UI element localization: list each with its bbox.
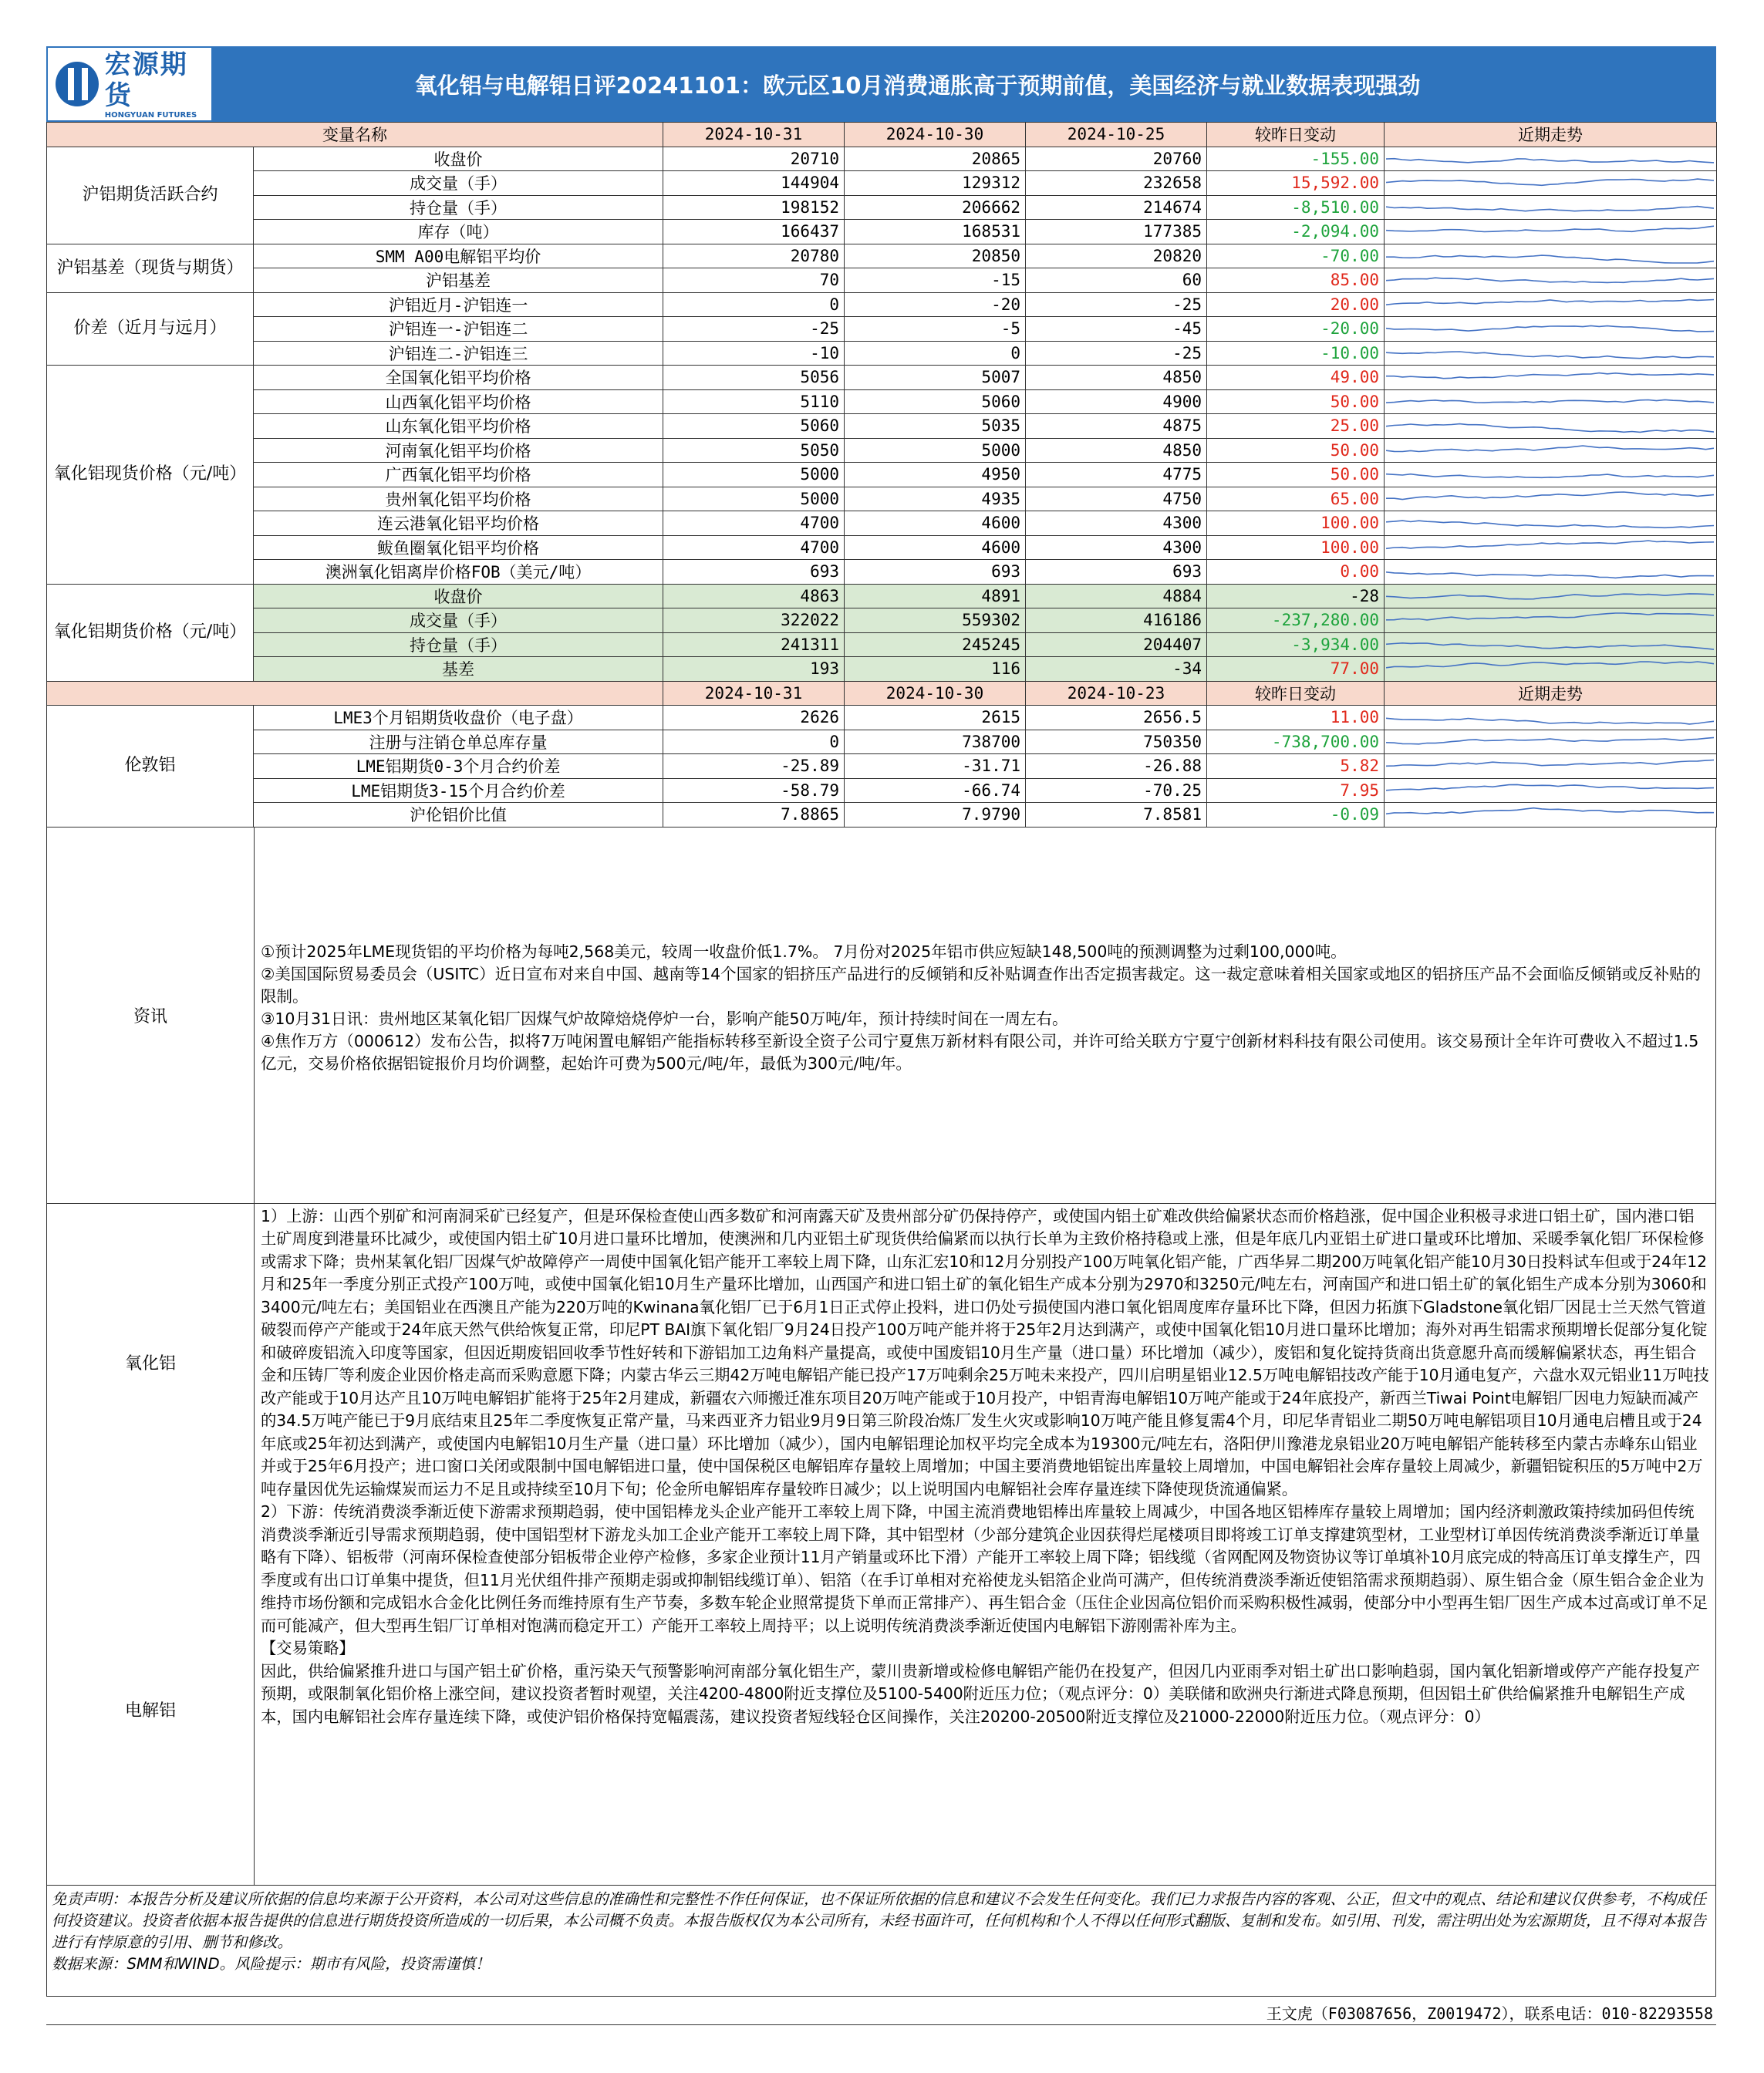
- change-cell: 7.95: [1207, 778, 1385, 803]
- table-row: [47, 487, 1717, 511]
- change-cell: 0.00: [1207, 560, 1385, 585]
- value-cell: 5060: [845, 389, 1026, 414]
- change-cell: -3,934.00: [1207, 632, 1385, 657]
- value-cell: 4300: [1026, 535, 1207, 560]
- table-row: [47, 195, 1717, 220]
- value-cell: -15: [845, 268, 1026, 293]
- value-cell: 4700: [663, 535, 845, 560]
- value-cell: 0: [663, 292, 845, 317]
- table-row: [47, 560, 1717, 585]
- table-row: [47, 511, 1717, 536]
- value-cell: 4950: [845, 463, 1026, 487]
- table-row: [47, 268, 1717, 293]
- table-row: [47, 463, 1717, 487]
- value-cell: 693: [1026, 560, 1207, 585]
- column-header: 近期走势: [1385, 123, 1717, 147]
- trend-sparkline: [1385, 463, 1717, 487]
- change-cell: -10.00: [1207, 341, 1385, 366]
- news-label: 资讯: [47, 828, 255, 1203]
- column-header: 近期走势: [1385, 681, 1717, 706]
- table-row: [47, 414, 1717, 439]
- trend-sparkline: [1385, 730, 1717, 754]
- trend-sparkline: [1385, 195, 1717, 220]
- table-row: [47, 244, 1717, 268]
- table-row: [47, 438, 1717, 463]
- analyst-contact: 王文虎（F03087656，Z0019472），联系电话：010-82293558: [46, 1997, 1716, 2025]
- trend-sparkline: [1385, 171, 1717, 196]
- disclaimer-text: 免责声明：本报告分析及建议所依据的信息均来源于公开资料，本公司对这些信息的准确性和完整性不作任何保证，也不保证所依据的信息和建议不会发生任何变化。我们已力求报告内容的客观、公正，但文中的观点、结论和建议仅供参考，不构成任何投资建议。投资者依据本报告提供的信息进行期货投资所造成的一切后果，本公司概不负责。本报告版权仅为本公司所有，未经书面许可，任何机构和个人不得以任何形式翻版、复制和发布。如引用、刊发，需注明出处为宏源期货，且不得对本报告进行有悖原意的引用、删节和修改。: [52, 1889, 1707, 1951]
- variable-name: 注册与注销仓单总库存量: [254, 730, 663, 754]
- change-cell: 50.00: [1207, 389, 1385, 414]
- news-item: ④焦作万方（000612）发布公告，拟将7万吨闲置电解铝产能指标转移至新设全资子公司宁夏焦万新材料有限公司，并许可给关联方宁夏宁创新材料科技有限公司使用。该交易预计全年许可费收入不超过1.5亿元，交易价格依据铝锭报价月均价调整，起始许可费为500元/吨/年，最低为300元/吨/年。: [261, 1031, 1699, 1073]
- value-cell: 20710: [663, 147, 845, 171]
- variable-name: LME铝期货0-3个月合约价差: [254, 754, 663, 779]
- trend-sparkline: [1385, 608, 1717, 633]
- value-cell: 166437: [663, 220, 845, 244]
- variable-name: 成交量（手）: [254, 171, 663, 196]
- value-cell: 4775: [1026, 463, 1207, 487]
- value-cell: -10: [663, 341, 845, 366]
- value-cell: -58.79: [663, 778, 845, 803]
- value-cell: -34: [1026, 657, 1207, 682]
- category-label: 沪铝期货活跃合约: [47, 147, 254, 244]
- change-cell: -2,094.00: [1207, 220, 1385, 244]
- table-row: [47, 803, 1717, 828]
- trend-sparkline: [1385, 220, 1717, 244]
- table-header-row: [47, 123, 1717, 147]
- news-item: ①预计2025年LME现货铝的平均价格为每吨2,568美元，较周一收盘价低1.7%。 7月份对2025年铝市供应短缺148,500吨的预测调整为过剩100,000吨。: [261, 942, 1347, 961]
- market-data-table: [46, 122, 1717, 828]
- column-header: 2024-10-30: [845, 681, 1026, 706]
- trend-sparkline: [1385, 803, 1717, 828]
- change-cell: -8,510.00: [1207, 195, 1385, 220]
- column-header: 变量名称: [47, 123, 663, 147]
- analysis-section: [46, 1204, 1716, 1886]
- value-cell: 204407: [1026, 632, 1207, 657]
- trend-sparkline: [1385, 317, 1717, 342]
- variable-name: 沪铝近月-沪铝连一: [254, 292, 663, 317]
- value-cell: 322022: [663, 608, 845, 633]
- table-row: [47, 341, 1717, 366]
- category-label: 伦敦铝: [47, 706, 254, 828]
- value-cell: 116: [845, 657, 1026, 682]
- value-cell: 2615: [845, 706, 1026, 730]
- table-row: [47, 730, 1717, 754]
- value-cell: -70.25: [1026, 778, 1207, 803]
- news-item: ③10月31日讯：贵州地区某氧化铝厂因煤气炉故障焙烧停炉一台，影响产能50万吨/年，预计持续时间在一周左右。: [261, 1009, 1068, 1028]
- value-cell: 193: [663, 657, 845, 682]
- change-cell: 25.00: [1207, 414, 1385, 439]
- value-cell: 206662: [845, 195, 1026, 220]
- company-logo: [48, 48, 211, 120]
- table-row: [47, 220, 1717, 244]
- trend-sparkline: [1385, 560, 1717, 585]
- variable-name: 沪铝连一-沪铝连二: [254, 317, 663, 342]
- variable-name: 持仓量（手）: [254, 632, 663, 657]
- value-cell: 2626: [663, 706, 845, 730]
- table-row: [47, 317, 1717, 342]
- trend-sparkline: [1385, 147, 1717, 171]
- trend-sparkline: [1385, 584, 1717, 608]
- value-cell: 559302: [845, 608, 1026, 633]
- value-cell: 70: [663, 268, 845, 293]
- variable-name: 澳洲氧化铝离岸价格FOB（美元/吨）: [254, 560, 663, 585]
- change-cell: 11.00: [1207, 706, 1385, 730]
- value-cell: -25: [1026, 341, 1207, 366]
- value-cell: 0: [845, 341, 1026, 366]
- trend-sparkline: [1385, 706, 1717, 730]
- change-cell: 5.82: [1207, 754, 1385, 779]
- report-sheet: [46, 46, 1716, 2025]
- category-label: 价差（近月与远月）: [47, 292, 254, 366]
- trend-sparkline: [1385, 657, 1717, 682]
- value-cell: 7.9790: [845, 803, 1026, 828]
- value-cell: 738700: [845, 730, 1026, 754]
- variable-name: LME铝期货3-15个月合约价差: [254, 778, 663, 803]
- value-cell: 129312: [845, 171, 1026, 196]
- change-cell: 49.00: [1207, 366, 1385, 390]
- variable-name: 持仓量（手）: [254, 195, 663, 220]
- downstream-analysis: 2）下游：传统消费淡季渐近使下游需求预期趋弱，使中国铝棒龙头企业产能开工率较上周下降，中国主流消费地铝棒出库量较上周减少，中国各地区铝棒库存量较上周增加；国内经济刺激政策持续加码但传统消费淡季渐近引导需求预期趋弱，使中国铝型材下游龙头加工企业产能开工率较上周下降，其中铝型材（少部分建筑企业因获得烂尾楼项目即将竣工订单支撑建筑型材，工业型材订单因传统消费淡季渐近订单量略有下降）、铝板带（河南环保检查使部分铝板带企业停产检修，多家企业预计11月产销量或环比下滑）产能开工率较上周下降；铝线缆（省网配网及物资协议等订单填补10月底完成的特高压订单支撑生产，四季度或有出口订单集中提货，但11月光伏组件排产预期走弱或抑制铝线缆订单）、铝箔（在手订单相对充裕使龙头铝箔企业尚可满产，但传统消费淡季渐近使铝箔需求预期趋弱）、原生铝合金（原生铝合金企业为维持市场份额和完成铝水合金化比例任务而维持原有生产节奏，多数车轮企业照常提货下单而正常排产）、再生铝合金（压住企业因高位铝价而采购积极性减弱，使部分中小型再生铝厂因生产成本过高或订单不足而可能减产，但大型再生铝厂订单相对饱满而稳定开工）产能开工率较上周持平；以上说明传统消费淡季渐近使国内电解铝下游刚需补库为主。: [261, 1502, 1708, 1635]
- change-cell: -20.00: [1207, 317, 1385, 342]
- table-row: [47, 292, 1717, 317]
- variable-name: 沪铝连二-沪铝连三: [254, 341, 663, 366]
- value-cell: 5007: [845, 366, 1026, 390]
- logo-name: 宏源期货: [104, 49, 188, 111]
- value-cell: 750350: [1026, 730, 1207, 754]
- trend-sparkline: [1385, 366, 1717, 390]
- value-cell: -26.88: [1026, 754, 1207, 779]
- change-cell: -0.09: [1207, 803, 1385, 828]
- table-row: [47, 171, 1717, 196]
- value-cell: 693: [663, 560, 845, 585]
- value-cell: 4700: [663, 511, 845, 536]
- variable-name: 连云港氧化铝平均价格: [254, 511, 663, 536]
- value-cell: 198152: [663, 195, 845, 220]
- change-cell: 20.00: [1207, 292, 1385, 317]
- change-cell: 50.00: [1207, 438, 1385, 463]
- value-cell: 5035: [845, 414, 1026, 439]
- variable-name: 收盘价: [254, 584, 663, 608]
- change-cell: 100.00: [1207, 535, 1385, 560]
- trend-sparkline: [1385, 244, 1717, 268]
- table-row: [47, 632, 1717, 657]
- value-cell: 4884: [1026, 584, 1207, 608]
- trend-sparkline: [1385, 487, 1717, 511]
- data-source: 数据来源：SMM和WIND。风险提示：期市有风险，投资需谨慎！: [52, 1954, 491, 1973]
- value-cell: 4600: [845, 535, 1026, 560]
- trend-sparkline: [1385, 511, 1717, 536]
- value-cell: 5060: [663, 414, 845, 439]
- news-item: ②美国国际贸易委员会（USITC）近日宣布对来自中国、越南等14个国家的铝挤压产品进行的反倾销和反补贴调查作出否定损害裁定。这一裁定意味着相关国家或地区的铝挤压产品不会面临反倾销或反补贴的限制。: [261, 964, 1702, 1006]
- value-cell: 7.8581: [1026, 803, 1207, 828]
- news-section: [46, 828, 1716, 1204]
- trend-sparkline: [1385, 438, 1717, 463]
- variable-name: LME3个月铝期货收盘价（电子盘）: [254, 706, 663, 730]
- report-title: 氧化铝与电解铝日评20241101：欧元区10月消费通胀高于预期前值，美国经济与就业数据表现强劲: [414, 72, 1421, 99]
- change-cell: -237,280.00: [1207, 608, 1385, 633]
- value-cell: 4891: [845, 584, 1026, 608]
- column-header: 2024-10-23: [1026, 681, 1207, 706]
- value-cell: 60: [1026, 268, 1207, 293]
- change-cell: -738,700.00: [1207, 730, 1385, 754]
- value-cell: 232658: [1026, 171, 1207, 196]
- logo-icon: [56, 62, 99, 106]
- value-cell: 214674: [1026, 195, 1207, 220]
- strategy-title: 【交易策略】: [261, 1639, 355, 1657]
- variable-name: 鲅鱼圈氧化铝平均价格: [254, 535, 663, 560]
- table-header-row: [47, 681, 1717, 706]
- value-cell: 5110: [663, 389, 845, 414]
- value-cell: 4300: [1026, 511, 1207, 536]
- value-cell: 5000: [663, 487, 845, 511]
- table-row: [47, 535, 1717, 560]
- value-cell: 2656.5: [1026, 706, 1207, 730]
- value-cell: 20850: [845, 244, 1026, 268]
- value-cell: 245245: [845, 632, 1026, 657]
- value-cell: 4935: [845, 487, 1026, 511]
- trend-sparkline: [1385, 632, 1717, 657]
- value-cell: 177385: [1026, 220, 1207, 244]
- value-cell: 4750: [1026, 487, 1207, 511]
- table-row: [47, 657, 1717, 682]
- news-content: [255, 828, 1715, 1203]
- value-cell: 4850: [1026, 438, 1207, 463]
- value-cell: 4900: [1026, 389, 1207, 414]
- trend-sparkline: [1385, 754, 1717, 779]
- value-cell: -66.74: [845, 778, 1026, 803]
- logo-english-name: HONGYUAN FUTURES: [104, 110, 197, 120]
- value-cell: -25: [663, 317, 845, 342]
- variable-name: 山东氧化铝平均价格: [254, 414, 663, 439]
- alumina-label: 氧化铝: [124, 1353, 176, 1374]
- value-cell: 4863: [663, 584, 845, 608]
- variable-name: 河南氧化铝平均价格: [254, 438, 663, 463]
- value-cell: 693: [845, 560, 1026, 585]
- change-cell: 100.00: [1207, 511, 1385, 536]
- trend-sparkline: [1385, 778, 1717, 803]
- value-cell: 5056: [663, 366, 845, 390]
- change-cell: 65.00: [1207, 487, 1385, 511]
- column-header: 较昨日变动: [1207, 123, 1385, 147]
- trend-sparkline: [1385, 341, 1717, 366]
- value-cell: 7.8865: [663, 803, 845, 828]
- value-cell: 20760: [1026, 147, 1207, 171]
- variable-name: 成交量（手）: [254, 608, 663, 633]
- trend-sparkline: [1385, 292, 1717, 317]
- variable-name: SMM A00电解铝平均价: [254, 244, 663, 268]
- value-cell: 20820: [1026, 244, 1207, 268]
- column-header: 2024-10-31: [663, 123, 845, 147]
- value-cell: 20865: [845, 147, 1026, 171]
- column-header: 2024-10-25: [1026, 123, 1207, 147]
- change-cell: -70.00: [1207, 244, 1385, 268]
- variable-name: 贵州氧化铝平均价格: [254, 487, 663, 511]
- table-row: [47, 366, 1717, 390]
- table-row: [47, 754, 1717, 779]
- value-cell: -20: [845, 292, 1026, 317]
- value-cell: -25.89: [663, 754, 845, 779]
- column-header: 较昨日变动: [1207, 681, 1385, 706]
- table-row: [47, 147, 1717, 171]
- table-row: [47, 584, 1717, 608]
- column-header: 2024-10-31: [663, 681, 845, 706]
- trend-sparkline: [1385, 268, 1717, 293]
- category-label: 氧化铝期货价格（元/吨）: [47, 584, 254, 681]
- table-row: [47, 706, 1717, 730]
- report-header: [46, 46, 1716, 122]
- variable-name: 库存（吨）: [254, 220, 663, 244]
- value-cell: 4875: [1026, 414, 1207, 439]
- change-cell: 77.00: [1207, 657, 1385, 682]
- disclaimer: [46, 1886, 1716, 1997]
- variable-name: 收盘价: [254, 147, 663, 171]
- value-cell: -45: [1026, 317, 1207, 342]
- table-row: [47, 778, 1717, 803]
- value-cell: 4600: [845, 511, 1026, 536]
- column-header: 2024-10-30: [845, 123, 1026, 147]
- change-cell: 15,592.00: [1207, 171, 1385, 196]
- value-cell: 5000: [663, 463, 845, 487]
- value-cell: 144904: [663, 171, 845, 196]
- column-header: [47, 681, 663, 706]
- variable-name: 山西氧化铝平均价格: [254, 389, 663, 414]
- variable-name: 全国氧化铝平均价格: [254, 366, 663, 390]
- value-cell: -25: [1026, 292, 1207, 317]
- value-cell: 0: [663, 730, 845, 754]
- trend-sparkline: [1385, 414, 1717, 439]
- value-cell: 5000: [845, 438, 1026, 463]
- variable-name: 广西氧化铝平均价格: [254, 463, 663, 487]
- change-cell: -28: [1207, 584, 1385, 608]
- strategy-text: 因此，供给偏紧推升进口与国产铝土矿价格，重污染天气预警影响河南部分氧化铝生产，蒙川贵新增或检修电解铝产能仍在投复产，但因几内亚雨季对铝土矿出口影响趋弱，国内氧化铝新增或停产产能存投复产预期，或限制氧化铝价格上涨空间，建议投资者暂时观望，关注4200-4800附近支撑位及5100-5400附近压力位；（观点评分：0）美联储和欧洲央行渐进式降息预期，但因铝土矿供给偏紧推升电解铝生产成本，国内电解铝社会库存量连续下降，或使沪铝价格保持宽幅震荡，建议投资者短线轻仓区间操作，关注20200-20500附近支撑位及21000-22000附近压力位。（观点评分：0）: [261, 1661, 1700, 1726]
- change-cell: 85.00: [1207, 268, 1385, 293]
- aluminum-label: 电解铝: [124, 1701, 176, 1721]
- change-cell: -155.00: [1207, 147, 1385, 171]
- analysis-content: [255, 1204, 1715, 1885]
- value-cell: 4850: [1026, 366, 1207, 390]
- value-cell: -5: [845, 317, 1026, 342]
- trend-sparkline: [1385, 389, 1717, 414]
- value-cell: -31.71: [845, 754, 1026, 779]
- value-cell: 168531: [845, 220, 1026, 244]
- variable-name: 沪铝基差: [254, 268, 663, 293]
- table-row: [47, 608, 1717, 633]
- category-label: 氧化铝现货价格（元/吨）: [47, 366, 254, 585]
- value-cell: 20780: [663, 244, 845, 268]
- trend-sparkline: [1385, 535, 1717, 560]
- value-cell: 5050: [663, 438, 845, 463]
- variable-name: 基差: [254, 657, 663, 682]
- change-cell: 50.00: [1207, 463, 1385, 487]
- variable-name: 沪伦铝价比值: [254, 803, 663, 828]
- table-row: [47, 389, 1717, 414]
- value-cell: 241311: [663, 632, 845, 657]
- upstream-analysis: 1）上游：山西个别矿和河南洞采矿已经复产，但是环保检查使山西多数矿和河南露天矿及贵州部分矿仍保持停产，或使国内铝土矿难改供给偏紧状态而价格趋涨，促中国企业积极寻求进口铝土矿，国内港口铝土矿周度到港量环比减少，或使国内铝土矿10月进口量环比增加，使澳洲和几内亚铝土矿现货供给偏紧而以执行长单为主致价格持稳或上涨，但是年底几内亚铝土矿进口量或环比增加、采暖季氧化铝厂环保检修或需求下降；贵州某氧化铝厂因煤气炉故障停产一周使中国氧化铝产能开工率较上周下降，山东汇宏10和12月分别投产100万吨氧化铝产能，广西华昇二期200万吨氧化铝产能10月30日投料试车但或于24年12月和25年一季度分别正式投产100万吨，或使中国氧化铝10月生产量环比增加，山西国产和进口铝土矿的氧化铝生产成本分别为2970和3250元/吨左右，河南国产和进口铝土矿的氧化铝生产成本分别为3060和3400元/吨左右；美国铝业在西澳且产能为220万吨的Kwinana氧化铝厂已于6月1日正式停止投料，进口仍处亏损使国内港口氧化铝周度库存量环比下降，但因力拓旗下Gladstone氧化铝厂因昆士兰天然气管道破裂而停产产能或于24年底天然气供给恢复正常，印尼PT BAI旗下氧化铝厂9月24日投产100万吨产能并将于25年2月达到满产，或使中国氧化铝10月进口量环比增加；海外对再生铝需求预期增长促部分复化锭和破碎废铝流入印度等国家，但因近期废铝回收季节性好转和下游铝加工边角料产量提高，或使中国废铝10月生产量（进口量）环比增加（减少），废铝和复化锭持货商出货意愿升高而缓解偏紧状态，再生铝合金和压铸厂等利废企业因价格走高而采购意愿下降；内蒙古华云三期42万吨电解铝产能已投产17万吨剩余25万吨未来投产，四川启明星铝业12.5万吨电解铝技改产能于10月通电复产，六盘水双元铝业11万吨技改产能或于10月达产且10万吨电解铝扩能将于25年2月建成，新疆农六师搬迁准东项目20万吨产能或于10月投产，中铝青海电解铝10万吨产能或于24年底投产，新西兰Tiwai Point电解铝厂因电力短缺而减产的34.5万吨产能已于9月底结束且25年二季度恢复正常产量，马来西亚齐力铝业9月9日第三阶段冶炼厂发生火灾或影响10万吨产能且修复需4个月，印尼华青铝业二期50万吨电解铝项目10月通电启槽且或于24年底或25年初达到满产，或使国内电解铝10月生产量（进口量）环比增加（减少），国内电解铝理论加权平均完全成本为19300元/吨左右，洛阳伊川豫港龙泉铝业20万吨电解铝产能转移至内蒙古赤峰东山铝业并或于25年6月投产；进口窗口关闭或限制中国电解铝进口量，使中国保税区电解铝库存量较上周增加；中国主要消费地铝锭出库量较上周增加，中国电解铝社会库存量较上周减少，新疆铝锭积压的5万吨中2万吨存量因优先运输煤炭而运力不足且或持续至10月下旬；伦金所电解铝库存量较昨日减少；以上说明国内电解铝社会库存量连续下降使现货流通偏紧。: [261, 1206, 1709, 1498]
- category-label: 沪铝基差（现货与期货）: [47, 244, 254, 292]
- value-cell: 416186: [1026, 608, 1207, 633]
